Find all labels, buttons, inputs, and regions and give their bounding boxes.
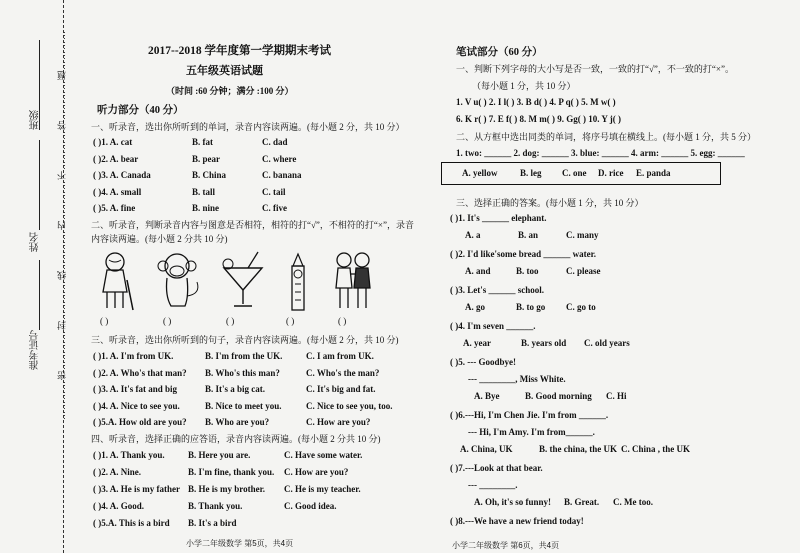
word-category-prompt[interactable]: 1. two: ______ 2. dog: ______ 3. blue: ______ 4. arm: ______ 5. egg: ______ [456,148,745,158]
exam-title: 2017--2018 学年度第一学期期末考试 [148,45,332,57]
listening-s3-q2-option-b[interactable]: B. Who's this man? [205,367,280,378]
listening-heading: 听力部分（40 分） [97,105,184,116]
written-s3-q4-option-c[interactable]: C. old years [584,338,630,348]
listening-s1-q3[interactable]: ( )3. A. Canada [93,170,151,180]
box-word-1: A. yellow [462,168,498,178]
written-s3-q4-option-b[interactable]: B. years old [521,338,567,348]
written-s3-q8[interactable]: ( )8.---We have a new friend today! [450,516,584,526]
written-s1-instruction-2: （每小题 1 分，共 10 分） [472,81,576,91]
written-s3-q5[interactable]: ( )5. --- Goodbye! [450,357,516,367]
written-s3-q5-option-c[interactable]: C. Hi [606,391,627,401]
written-s3-q2[interactable]: ( )2. I'd like'some bread ______ water. [450,249,596,259]
picture-answer-blank-2[interactable]: ( ) [163,316,172,326]
written-s3-q7-option-c[interactable]: C. Me too. [613,497,653,507]
listening-s4-q4-option-b[interactable]: B. Thank you. [188,501,243,511]
written-s3-q4-option-a[interactable]: A. year [463,338,491,348]
written-s3-q7-option-a[interactable]: A. Oh, it's so funny! [474,497,552,507]
written-s3-q3-option-c[interactable]: C. go to [566,302,596,312]
listening-s4-instruction: 四、听录音，选择正确的应答语，录音内容读两遍。(每小题 2 分共 10 分) [91,434,381,444]
listening-s4-q2-option-b[interactable]: B. I'm fine, thank you. [188,467,275,477]
juice-glass-picture [218,250,268,312]
listening-s1-q2-option-b[interactable]: B. pear [192,153,220,164]
listening-s4-q2[interactable]: ( )2. A. Nine. [93,467,141,477]
written-s3-q6-option-a[interactable]: A. China, UK [460,444,513,454]
listening-s3-q1-option-c[interactable]: C. I am from UK. [306,351,374,361]
written-s3-q3-option-b[interactable]: B. to go [516,302,546,312]
listening-s1-q2-option-c[interactable]: C. where [262,153,297,164]
case-match-row-2[interactable]: 6. K r( ) 7. E f( ) 8. M m( ) 9. Gg( ) 10. Y j( ) [456,114,622,124]
picture-answer-blank-4[interactable]: ( ) [286,316,295,326]
listening-s3-q5-option-c[interactable]: C. How are you? [306,417,371,427]
written-s3-q2-option-c[interactable]: C. please [566,266,601,276]
exam-subtitle: 五年级英语试题 [186,65,263,77]
written-s3-q7[interactable]: ( )7.---Look at that bear. [450,463,543,473]
box-word-2: B. leg [520,168,542,178]
two-kids-picture [328,250,378,312]
footer-right: 小学二年级数学 第6页，共4页 [452,541,560,550]
listening-s3-q2-option-c[interactable]: C. Who's the man? [306,367,380,378]
exam-meta: （时间 :60 分钟；满分 :100 分） [166,86,294,96]
listening-s3-q5-option-b[interactable]: B. Who are you? [205,417,270,427]
written-s2-instruction: 二、从方框中选出同类的单词，将序号填在横线上。(每小题 1 分，共 5 分） [456,132,756,142]
written-s3-q1-option-a[interactable]: A. a [465,230,481,240]
listening-s4-q1-option-b[interactable]: B. Here you are. [188,450,251,460]
listening-s3-q4-option-b[interactable]: B. Nice to meet you. [205,400,282,411]
listening-s4-q1-option-c[interactable]: C. Have some water. [284,450,363,460]
written-s3-q4[interactable]: ( )4. I'm seven ______. [450,321,536,331]
listening-s4-q5-option-b[interactable]: B. It's a bird [188,518,237,528]
written-s3-q6-option-b[interactable]: B. the china, the UK [539,444,618,454]
written-s3-q6-reply[interactable]: --- Hi, I'm Amy. I'm from______. [468,427,595,437]
name-label: 姓名 [30,232,41,252]
listening-s3-q1[interactable]: ( )1. A. I'm from UK. [93,351,174,361]
listening-s4-q3-option-b[interactable]: B. He is my brother. [188,484,266,494]
listening-s4-q3-option-c[interactable]: C. He is my teacher. [284,484,361,494]
picture-answer-blank-5[interactable]: ( ) [338,316,347,326]
listening-s3-q5[interactable]: ( )5.A. How old are you? [93,417,187,427]
written-s3-q7-option-b[interactable]: B. Great. [564,497,600,507]
box-word-5: E. panda [636,168,671,178]
written-heading: 笔试部分（60 分） [456,47,543,58]
listening-s3-q1-option-b[interactable]: B. I'm from the UK. [205,351,283,361]
exam-number-label: 准考证号 [30,330,41,370]
grandpa-picture [93,250,143,312]
listening-s3-q3-option-c[interactable]: C. It's big and fat. [306,384,376,394]
listening-s4-q2-option-c[interactable]: C. How are you? [284,467,349,477]
written-s3-q1-option-b[interactable]: B. an [518,230,539,240]
picture-answer-blank-3[interactable]: ( ) [226,316,235,326]
big-ben-picture [286,252,310,312]
written-s3-q1[interactable]: ( )1. It's ______ elephant. [450,213,547,223]
class-label: 班级 [30,110,41,130]
class-blank-line [39,40,40,130]
listening-s3-q4-option-c[interactable]: C. Nice to see you, too. [306,400,393,411]
listening-s1-q1-option-b[interactable]: B. fat [192,137,213,147]
listening-s4-q5[interactable]: ( )5.A. This is a bird [93,518,170,528]
written-s3-instruction: 三、选择正确的答案。(每小题 1 分，共 10 分） [456,198,644,208]
written-s3-q5-option-b[interactable]: B. Good morning [525,391,592,401]
written-s3-q7-reply[interactable]: --- ________. [468,480,518,490]
listening-s4-q3[interactable]: ( )3. A. He is my father [93,484,180,494]
listening-s1-q5[interactable]: ( )5. A. fine [93,203,136,213]
listening-s1-q4-option-b[interactable]: B. tall [192,186,216,197]
seal-line-text: …………密…………封…………线…………内…………不…………答…………题………… [57,30,67,420]
listening-s4-q4-option-c[interactable]: C. Good idea. [284,501,337,511]
written-s3-q3-option-a[interactable]: A. go [465,302,485,312]
listening-s3-q4[interactable]: ( )4. A. Nice to see you. [93,400,180,411]
written-s3-q2-option-b[interactable]: B. too [516,266,539,276]
listening-s3-q3[interactable]: ( )3. A. It's fat and big [93,384,178,394]
written-s3-q1-option-c[interactable]: C. many [566,230,599,240]
box-word-4: D. rice [598,168,624,178]
box-word-3: C. one [562,168,587,178]
listening-s1-q1-option-c[interactable]: C. dad [262,137,288,147]
listening-s3-q2[interactable]: ( )2. A. Who's that man? [93,367,187,378]
listening-s1-q4[interactable]: ( )4. A. small [93,186,142,197]
written-s3-q6[interactable]: ( )6.---Hi, I'm Chen Jie. I'm from ______. [450,410,609,420]
written-s3-q2-option-a[interactable]: A. and [465,266,491,276]
written-s3-q5-reply[interactable]: --- ________, Miss White. [468,374,566,384]
listening-s1-q4-option-c[interactable]: C. tail [262,186,286,197]
written-s3-q6-option-c[interactable]: C. China , the UK [621,444,691,454]
monkey-picture [155,250,203,312]
listening-s1-instruction: 一、听录音，选出你所听到的单词，录音内容读两遍。(每小题 2 分，共 10 分） [91,122,405,132]
listening-s2-instruction-1: 二、听录音，判断录音内容与图意是否相符，相符的打“√”，不相符的打“×”，录音 [91,220,414,230]
written-s3-q3[interactable]: ( )3. Let's ______ school. [450,285,544,295]
name-blank-line [39,140,40,230]
written-s3-q5-option-a[interactable]: A. Bye [474,391,500,401]
written-s1-instruction-1: 一、判断下列字母的大小写是否一致，一致的打“√”，不一致的打“×”。 [456,64,734,74]
listening-s3-q3-option-b[interactable]: B. It's a big cat. [205,384,266,394]
listening-s2-instruction-2: 内容读两遍。(每小题 2 分共 10 分) [91,234,228,244]
listening-s1-q2[interactable]: ( )2. A. bear [93,153,139,164]
case-match-row-1[interactable]: 1. V u( ) 2. I l( ) 3. B d( ) 4. P q( ) 5. M w( ) [456,97,616,107]
picture-answer-blank-1[interactable]: ( ) [100,316,109,326]
listening-s1-q5-option-b[interactable]: B. nine [192,203,220,213]
exam-number-blank-line [39,260,40,330]
listening-s1-q1[interactable]: ( )1. A. cat [93,137,133,147]
binding-margin [0,0,88,553]
listening-s4-q1[interactable]: ( )1. A. Thank you. [93,450,165,460]
listening-s1-q3-option-b[interactable]: B. China [192,170,227,180]
footer-left: 小学二年级数学 第5页，共4页 [186,539,294,548]
listening-s1-q3-option-c[interactable]: C. banana [262,170,302,180]
listening-s1-q5-option-c[interactable]: C. five [262,203,287,213]
listening-s3-instruction: 三、听录音，选出你所听到的句子，录音内容读两遍。(每小题 2 分，共 10 分) [91,335,399,345]
listening-s4-q4[interactable]: ( )4. A. Good. [93,501,145,511]
